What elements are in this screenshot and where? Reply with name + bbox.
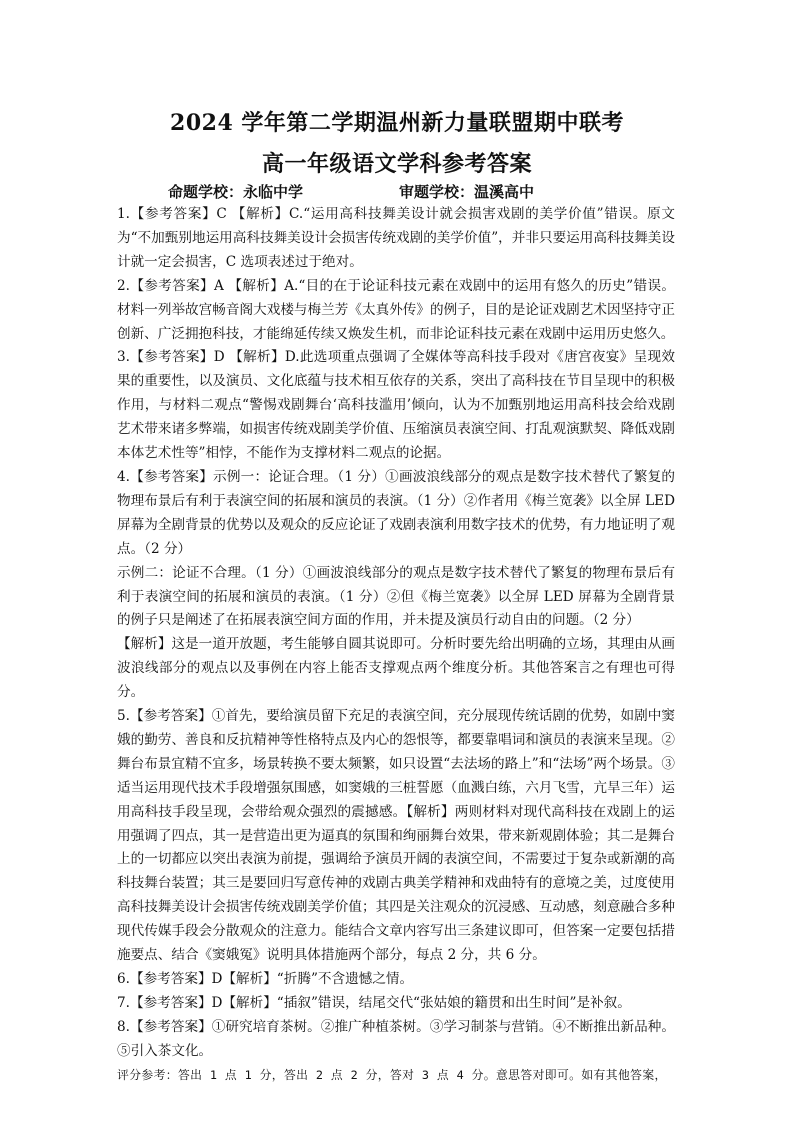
answer-q4-example2: 示例二：论证不合理。（1 分）①画波浪线部分的观点是数字技术替代了繁复的物理布景后有利于表演空间的拓展和演员的表演。（1 分）②但《梅兰宽袭》以全屏 LED 屏幕为全剧背景的例子只是阐述了在拓展表演空间方面的作用，并未提及演员行动自由的问题。（2 分） [117, 564, 675, 629]
setter-school: 命题学校：永临中学 [168, 183, 304, 201]
exam-title: 2024 学年第二学期温州新力量联盟期中联考 [170, 110, 624, 136]
answer-q7: 7.【参考答案】D【解析】“插叙”错误，结尾交代“张姑娘的籍贯和出生时间”是补叙。 [117, 994, 631, 1011]
answer-body [117, 203, 675, 1088]
scoring-note: 评分参考：答出 1 点 1 分，答出 2 点 2 分，答对 3 点 4 分。意思答对即可。如有其他答案， [117, 1067, 667, 1082]
answer-key-subtitle: 高一年级语文学科参考答案 [261, 151, 532, 177]
answer-q3: 3.【参考答案】D 【解析】D.此选项重点强调了全媒体等高科技手段对《唐宫夜宴》呈现效果的重要性，以及演员、文化底蕴与技术相互依存的关系，突出了高科技在节目呈现中的积极作用，与材料二观点“警惕戏剧舞台‘高科技滥用’倾向，认为不加甄别地运用高科技会给戏剧艺术带来诸多弊端，如损害传统戏剧美学价值、压缩演员表演空间、打乱观演默契、降低戏剧本体艺术性等”相悖，不能作为支撑材料二观点的论据。 [117, 349, 675, 462]
reviewer-school: 审题学校：温溪高中 [399, 183, 535, 201]
school-info [168, 181, 534, 202]
answer-q4-example1: 4.【参考答案】示例一：论证合理。（1 分）①画波浪线部分的观点是数字技术替代了繁复的物理布景后有利于表演空间的拓展和演员的表演。（1 分）②作者用《梅兰宽袭》以全屏 LED 屏幕为全剧背景的优势以及观众的反应论证了戏剧表演利用数字技术的优势，有力地证明了观点。（2 分） [117, 468, 675, 557]
answer-q8: 8.【参考答案】①研究培育茶树。②推广种植茶树。③学习制茶与营销。④不断推出新品种。⑤引入茶文化。 [117, 1018, 675, 1059]
answer-q6: 6.【参考答案】D【解析】“折腾”不含遗憾之情。 [117, 971, 414, 987]
answer-q1: 1.【参考答案】C 【解析】C.“运用高科技舞美设计就会损害戏剧的美学价值”错误。原文为“不加甄别地运用高科技舞美设计会损害传统戏剧的美学价值”，并非只要运用高科技舞美设计就一定会损害，C 选项表述过于绝对。 [117, 206, 675, 270]
answer-q4-analysis: 【解析】这是一道开放题，考生能够自圆其说即可。分析时要先给出明确的立场，其理由从画波浪线部分的观点以及事例在内容上能否支撑观点两个维度分析。其他答案言之有理也可得分。 [117, 636, 675, 701]
answer-q5: 5.【参考答案】①首先，要给演员留下充足的表演空间，充分展现传统话剧的优势，如剧中窦娥的勤劳、善良和反抗精神等性格特点及内心的怨恨等，都要靠唱词和演员的表演来呈现。②舞台布景宜精不宜多，场景转换不要太频繁，如只设置“去法场的路上”和“法场”两个场景。③适当运用现代技术手段增强氛围感，如窦娥的三桩誓愿（血溅白练，六月飞雪，亢旱三年）运用高科技手段呈现，会带给观众强烈的震撼感。【解析】两则材料对现代高科技在戏剧上的运用强调了四点，其一是营造出更为逼真的氛围和绚丽舞台效果，带来新观剧体验；其二是舞台上的一切都应以突出表演为前提，强调给予演员开阔的表演空间，不需要过于复杂或新潮的高科技舞台装置；其三是要回归写意传神的戏剧古典美学精神和戏曲特有的意境之美，过度使用高科技舞美设计会损害传统戏剧美学价值；其四是关注观众的沉浸感、互动感，刻意融合多种现代传媒手段会分散观众的注意力。能结合文章内容写出三条建议即可，但答案一定要包括措施要点、结合《窦娥冤》说明具体措施两个部分，每点 2 分，共 6 分。 [117, 708, 675, 964]
answer-q2: 2.【参考答案】A 【解析】A.“目的在于论证科技元素在戏剧中的运用有悠久的历史”错误。材料一列举故宫畅音阁大戏楼与梅兰芳《太真外传》的例子，目的是论证戏剧艺术因坚持守正创新、广泛拥抱科技，才能绵延传续又焕发生机，而非论证科技元素在戏剧中运用历史悠久。 [117, 277, 675, 342]
